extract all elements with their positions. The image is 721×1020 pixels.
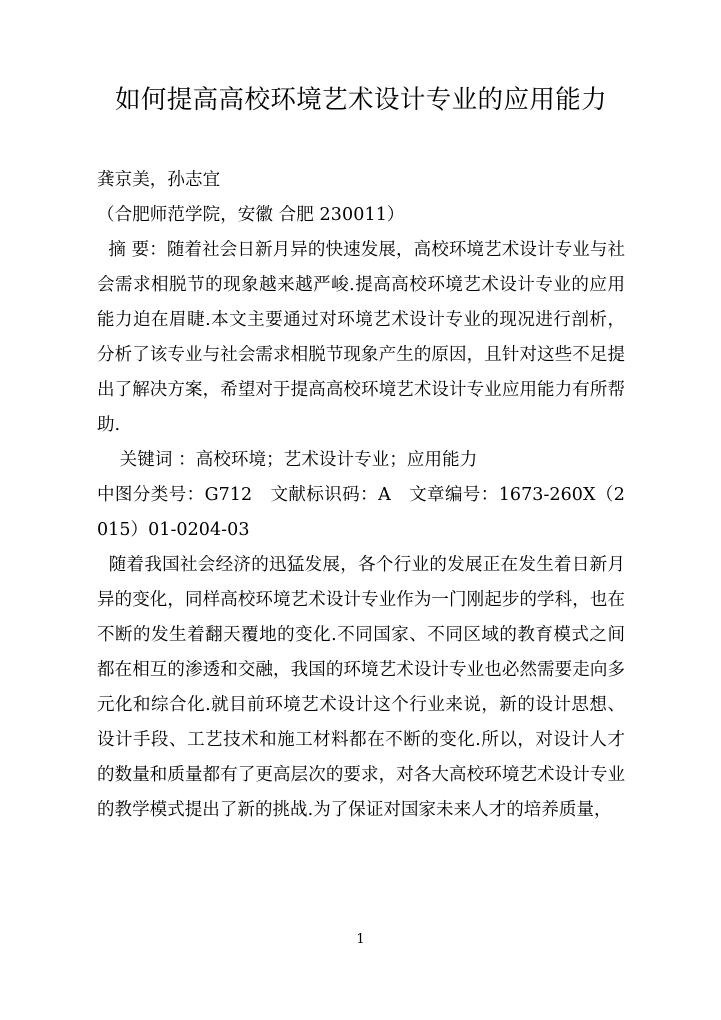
page-number: 1: [356, 932, 365, 947]
page-content: [97, 0, 625, 828]
page-title: 如何提高高校环境艺术设计专业的应用能力: [114, 85, 608, 115]
author-line: 龚京美，孙志宜: [97, 170, 221, 190]
abstract-paragraph: 摘 要：随着社会日新月异的快速发展，高校环境艺术设计专业与社会需求相脱节的现象越来越严峻.提高高校环境艺术设计专业的应用能力迫在眉睫.本文主要通过对环境艺术设计专业的现况进行剖析，分析了该专业与社会需求相脱节现象产生的原因，且针对这些不足提出了解决方案，希望对于提高高校环境艺术设计专业应用能力有所帮助.: [97, 240, 625, 435]
body-paragraph: 随着我国社会经济的迅猛发展，各个行业的发展正在发生着日新月异的变化，同样高校环境艺术设计专业作为一门刚起步的学科，也在不断的发生着翻天覆地的变化.不同国家、不同区域的教育模式之间都在相互的渗透和交融，我国的环境艺术设计专业也必然需要走向多元化和综合化.就目前环境艺术设计这个行业来说，新的设计思想、设计手段、工艺技术和施工材料都在不断的变化.所以，对设计人才的数量和质量都有了更高层次的要求，对各大高校环境艺术设计专业的教学模式提出了新的挑战.为了保证对国家未来人才的培养质量，: [97, 555, 625, 820]
classification-line: 中图分类号：G712 文献标识码：A 文章编号：1673-260X（2015）01-0204-03: [97, 485, 625, 540]
keywords-line: 关键词 ：高校环境；艺术设计专业；应用能力: [97, 450, 478, 470]
affiliation-line: （合肥师范学院，安徽 合肥 230011）: [97, 205, 405, 225]
